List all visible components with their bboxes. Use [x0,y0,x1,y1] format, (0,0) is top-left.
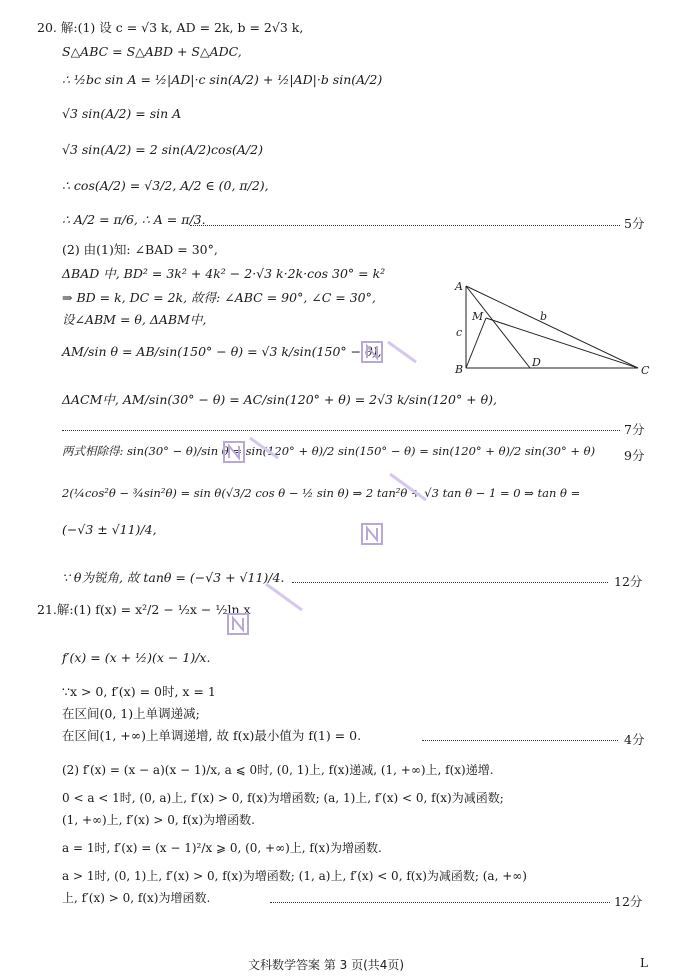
p20-line-3: ∴ ½bc sin A = ½|AD|·c sin(A/2) + ½|AD|·b sin(A/2) [62,72,383,87]
p20-line-14: 两式相除得: sin(30° − θ)/sin θ = sin(120° + θ)/2 sin(150° − θ) = sin(120° + θ)/2 sin(30° + θ) [62,444,596,458]
label-b: B [455,363,464,376]
dot-leader [62,430,620,431]
watermark-stamp [360,520,420,560]
p21-line-8: (1, +∞)上, f′(x) > 0, f(x)为增函数. [62,813,255,827]
p20-score-4: 12分 [614,574,643,589]
p20-line-7: ∴ A/2 = π/6, ∴ A = π/3. [62,212,206,227]
label-m: M [472,310,484,323]
dot-leader [292,582,608,583]
p20-line-10: ⇒ BD = k, DC = 2k, 故得: ∠ABC = 90°, ∠C = 30°, [62,290,376,305]
segment-ad [466,286,530,368]
p20-score-3: 9分 [624,448,645,463]
p21-score-1: 4分 [624,732,645,747]
p20-line-17: ∵ θ为锐角, 故 tanθ = (−√3 + √11)/4. [62,570,285,585]
p20-line-12: AM/sin θ = AB/sin(150° − θ) = √3 k/sin(150° − θ), [62,344,382,359]
side-ac [466,286,638,368]
p21-line-3: ∵x > 0, f′(x) = 0时, x = 1 [62,684,216,699]
p21-line-9: a = 1时, f′(x) = (x − 1)²/x ⩾ 0, (0, +∞)上, f(x)为增函数. [62,841,382,855]
watermark-stamp [360,332,420,372]
label-c: C [641,364,650,377]
label-side-b: b [540,310,548,323]
p21-line-2: f′(x) = (x + ½)(x − 1)/x. [62,650,211,665]
p20-line-8: (2) 由(1)知: ∠BAD = 30°, [62,242,218,257]
p20-score-2: 7分 [624,422,645,437]
p20-line-11: 设∠ABM = θ, ΔABM中, [62,312,207,327]
p21-line-5: 在区间(1, +∞)上单调递增, 故 f(x)最小值为 f(1) = 0. [62,728,362,743]
p20-line-2: S△ABC = S△ABD + S△ADC, [62,44,242,59]
segment-bm [466,318,486,368]
watermark-stamp [222,432,282,472]
p20-score-1: 5分 [624,216,645,231]
p21-line-6: (2) f′(x) = (x − a)(x − 1)/x, a ⩽ 0时, (0, 1)上, f(x)递减, (1, +∞)上, f(x)递增. [62,763,494,777]
dot-leader [190,225,620,226]
watermark-stamp [226,580,306,640]
p21-score-2: 12分 [614,894,643,909]
p20-line-13: ΔACM中, AM/sin(30° − θ) = AC/sin(120° + θ) = 2√3 k/sin(120° + θ), [62,392,498,407]
p21-line-11: 上, f′(x) > 0, f(x)为增函数. [62,891,211,905]
p20-line-1: 20. 解:(1) 设 c = √3 k, AD = 2k, b = 2√3 k, [37,20,304,35]
p20-line-9: ΔBAD 中, BD² = 3k² + 4k² − 2·√3 k·2k·cos 30° = k² [62,266,386,281]
dot-leader [422,740,618,741]
dot-leader [270,902,610,903]
page-footer: 文科数学答案 第 3 页(共4页) [248,958,405,972]
triangle-figure [452,278,652,382]
label-a: A [455,280,463,293]
p20-line-15: 2(¼cos²θ − ¾sin²θ) = sin θ(√3/2 cos θ − ½ sin θ) ⇒ 2 tan²θ + √3 tan θ − 1 = 0 ⇒ tan θ = [62,486,581,500]
page-footer-mark: L [640,956,648,970]
p21-line-4: 在区间(0, 1)上单调递减; [62,706,200,721]
p20-line-6: ∴ cos(A/2) = √3/2, A/2 ∈ (0, π/2), [62,178,269,193]
label-d: D [532,356,541,369]
p20-line-4: √3 sin(A/2) = sin A [62,106,182,121]
label-side-c: c [456,326,463,339]
p21-line-7: 0 < a < 1时, (0, a)上, f′(x) > 0, f(x)为增函数; (a, 1)上, f′(x) < 0, f(x)为减函数; [62,791,504,805]
watermark-stamp [386,470,446,520]
p21-line-1: 21.解:(1) f(x) = x²/2 − ½x − ½ln x [37,602,251,617]
p21-line-10: a > 1时, (0, 1)上, f′(x) > 0, f(x)为增函数; (1, a)上, f′(x) < 0, f(x)为减函数; (a, +∞) [62,869,527,883]
p20-line-5: √3 sin(A/2) = 2 sin(A/2)cos(A/2) [62,142,263,157]
p20-line-16: (−√3 ± √11)/4, [62,522,157,537]
segment-mc [486,318,638,368]
